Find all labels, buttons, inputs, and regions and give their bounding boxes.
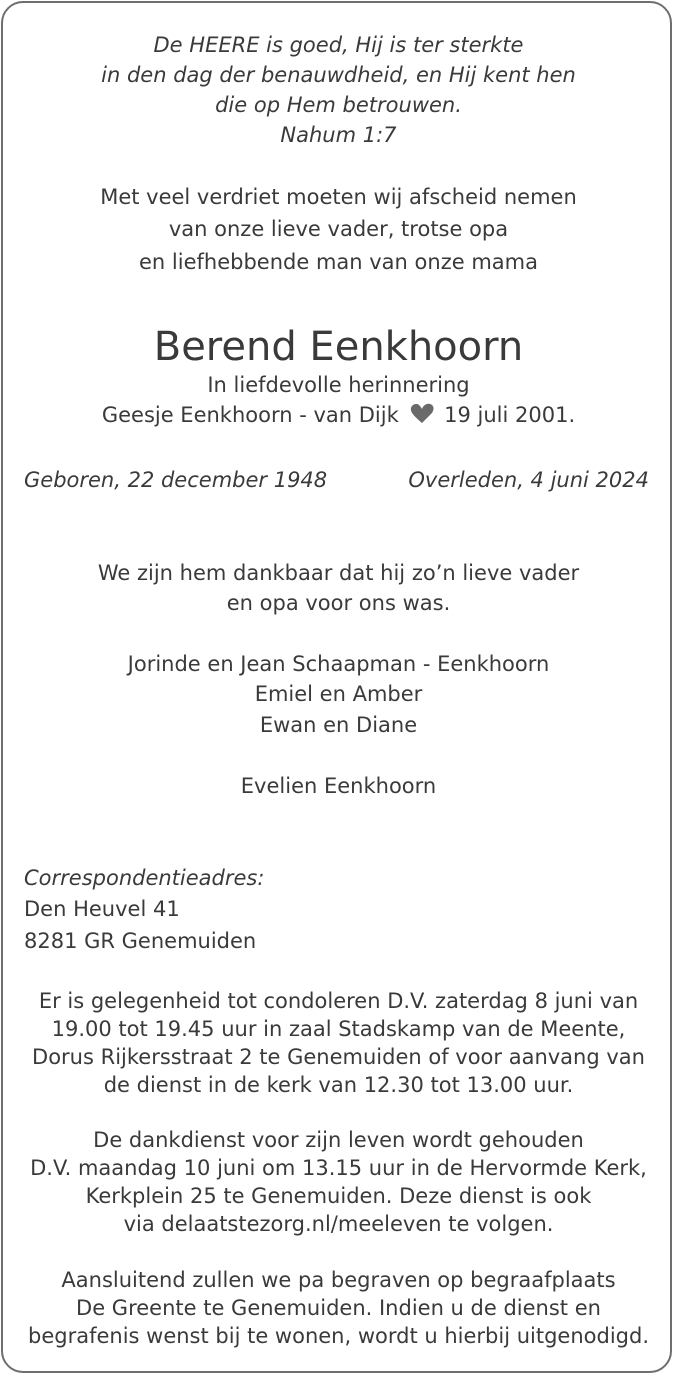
service-line: De dankdienst voor zijn leven wordt gehouden	[93, 1128, 584, 1152]
condolence-line: de dienst in de kerk van 12.30 tot 13.00 uur.	[103, 1073, 574, 1097]
address-street: Den Heuvel 41	[24, 897, 180, 921]
condolence-line: Er is gelegenheid tot condoleren D.V. zaterdag 8 juni van	[38, 989, 639, 1013]
spouse-line	[0, 401, 677, 431]
verse-line: die op Hem betrouwen.	[215, 93, 462, 117]
service-link-line: via delaatstezorg.nl/meeleven te volgen.	[123, 1212, 554, 1236]
deceased-name: Berend Eenkhoorn	[153, 324, 524, 370]
death-date: Overleden, 4 juni 2024	[408, 468, 649, 492]
family-line: Jorinde en Jean Schaapman - Eenkhoorn	[127, 652, 550, 676]
family-line: Evelien Eenkhoorn	[240, 774, 437, 798]
family-line: Emiel en Amber	[254, 682, 423, 706]
birth-date: Geboren, 22 december 1948	[24, 468, 328, 492]
life-dates	[0, 466, 677, 494]
verse-line: De HEERE is goed, Hij is ter sterkte	[153, 33, 524, 57]
verse-line: in den dag der benauwdheid, en Hij kent hen	[101, 63, 576, 87]
burial-line: De Greente te Genemuiden. Indien u de dienst en	[76, 1296, 601, 1320]
thanks-line: We zijn hem dankbaar dat hij zo’n lieve vader	[97, 561, 580, 585]
thanks-line: en opa voor ons was.	[226, 591, 451, 615]
family-line: Ewan en Diane	[259, 713, 418, 737]
condolence-line: Dorus Rijkersstraat 2 te Genemuiden of voor aanvang van	[32, 1045, 645, 1069]
intro-line: en liefhebbende man van onze mama	[139, 250, 538, 274]
spouse-date: 19 juli 2001.	[444, 403, 576, 427]
heart-icon	[409, 402, 435, 431]
intro-line: Met veel verdriet moeten wij afscheid nemen	[100, 185, 577, 209]
address-heading: Correspondentieadres:	[24, 866, 265, 890]
burial-line: Aansluitend zullen we pa begraven op begraafplaats	[61, 1268, 616, 1292]
burial-line: begrafenis wenst bij te wonen, wordt u hierbij uitgenodigd.	[28, 1324, 649, 1348]
verse-reference: Nahum 1:7	[280, 123, 397, 147]
address-city: 8281 GR Genemuiden	[24, 929, 257, 953]
intro-line: van onze lieve vader, trotse opa	[168, 217, 509, 241]
memory-line: In liefdevolle herinnering	[207, 373, 470, 397]
condolence-line: 19.00 tot 19.45 uur in zaal Stadskamp van de Meente,	[51, 1017, 626, 1041]
service-line: D.V. maandag 10 juni om 13.15 uur in de Hervormde Kerk,	[30, 1156, 647, 1180]
spouse-name: Geesje Eenkhoorn - van Dijk	[101, 403, 399, 427]
service-line: Kerkplein 25 te Genemuiden. Deze dienst is ook	[85, 1184, 592, 1208]
